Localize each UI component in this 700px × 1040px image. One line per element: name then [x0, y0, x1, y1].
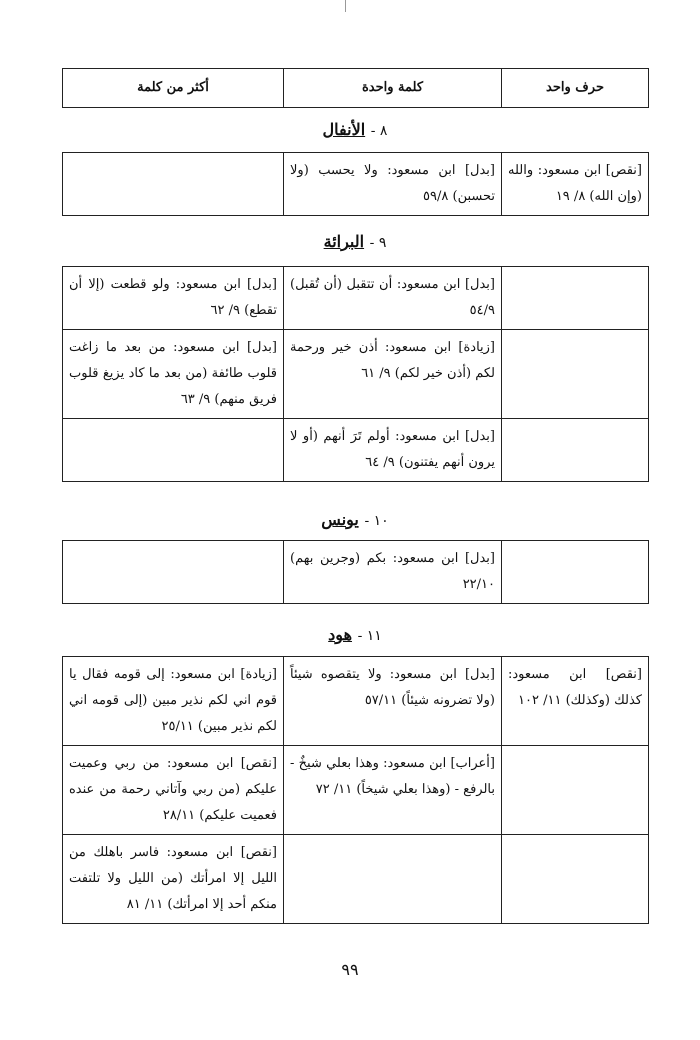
table-row — [63, 835, 649, 924]
section-name: يونس — [321, 510, 359, 529]
cell-single-word: [بدل] ابن مسعود: بكم (وجرين بهم) ٢٢/١٠ — [284, 541, 502, 604]
cell-single-letter — [502, 746, 649, 835]
section-title-yunus — [62, 510, 648, 529]
section-number: ٨ - — [370, 123, 388, 139]
cell-single-letter — [502, 419, 649, 482]
section-title-anfal — [62, 120, 648, 139]
cell-single-word: [زيادة] ابن مسعود: أذن خير ورحمة لكم (أذن خير لكم) ٩/ ٦١ — [284, 330, 502, 419]
cell-multiple-words: [نقص] ابن مسعود: من ربي وعميت عليكم (من ربي وآتاني رحمة من عنده فعميت عليكم) ٢٨/١١ — [63, 746, 284, 835]
cell-multiple-words: [بدل] ابن مسعود: من بعد ما زاغت قلوب طائفة (من بعد ما كاد يزيغ قلوب فريق منهم) ٩/ ٦٣ — [63, 330, 284, 419]
cell-single-letter: [نقص] ابن مسعود: والله (وإن الله) ٨/ ١٩ — [502, 153, 649, 216]
cell-single-word: [أعراب] ابن مسعود: وهذا بعلي شيخٌ - بالرفع - (وهذا بعلي شيخاً) ١١/ ٧٢ — [284, 746, 502, 835]
section-number: ٩ - — [369, 235, 387, 251]
section-name: الأنفال — [322, 120, 366, 139]
table-row — [63, 267, 649, 330]
header-row — [63, 69, 649, 108]
cell-single-word — [284, 835, 502, 924]
cell-single-letter — [502, 330, 649, 419]
table-row — [63, 541, 649, 604]
cell-multiple-words — [63, 419, 284, 482]
cell-multiple-words — [63, 153, 284, 216]
section-table-hud — [62, 656, 649, 924]
header-multiple-words: أكثر من كلمة — [63, 69, 284, 108]
cell-multiple-words: [زيادة] ابن مسعود: إلى قومه فقال يا قوم اني لكم نذير مبين (إلى قومه اني لكم نذير مبين) ٢٥/١١ — [63, 657, 284, 746]
header-single-word: كلمة واحدة — [284, 69, 502, 108]
table-row — [63, 153, 649, 216]
section-number: ١٠ - — [364, 513, 389, 529]
cell-single-letter — [502, 541, 649, 604]
section-table-yunus — [62, 540, 649, 604]
section-table-baraa — [62, 266, 649, 482]
section-name: البرائة — [323, 232, 365, 251]
cell-single-word: [بدل] ابن مسعود: أولم تَرَ أنهم (أو لا يرون أنهم يفتنون) ٩/ ٦٤ — [284, 419, 502, 482]
section-title-hud — [62, 625, 648, 644]
section-table-anfal — [62, 152, 649, 216]
table-row — [63, 746, 649, 835]
cell-single-word: [بدل] ابن مسعود: ولا يحسب (ولا تحسبن) ٥٩/٨ — [284, 153, 502, 216]
cell-multiple-words: [نقص] ابن مسعود: فاسر باهلك من الليل إلا امرأتك (من الليل ولا تلتفت منكم أحد إلا امرأتك) ١١/ ٨١ — [63, 835, 284, 924]
section-name: هود — [328, 625, 352, 644]
table-row — [63, 419, 649, 482]
cell-multiple-words — [63, 541, 284, 604]
cell-single-word: [بدل] ابن مسعود: أن تتقبل (أن تُقبل) ٥٤/٩ — [284, 267, 502, 330]
cell-single-letter: [نقص] ابن مسعود: كذلك (وكذلك) ١١/ ١٠٢ — [502, 657, 649, 746]
table-row — [63, 330, 649, 419]
cell-multiple-words: [بدل] ابن مسعود: ولو قطعت (إلا أن تقطع) ٩/ ٦٢ — [63, 267, 284, 330]
cell-single-letter — [502, 267, 649, 330]
section-title-baraa — [62, 232, 648, 251]
cell-single-word: [بدل] ابن مسعود: ولا يتقصوه شيئاً (ولا تضرونه شيئاً) ٥٧/١١ — [284, 657, 502, 746]
page-number: ٩٩ — [341, 960, 359, 979]
column-header-table — [62, 68, 649, 108]
section-number: ١١ - — [357, 628, 382, 644]
scan-mark — [345, 0, 346, 12]
table-row — [63, 657, 649, 746]
header-single-letter: حرف واحد — [502, 69, 649, 108]
cell-single-letter — [502, 835, 649, 924]
